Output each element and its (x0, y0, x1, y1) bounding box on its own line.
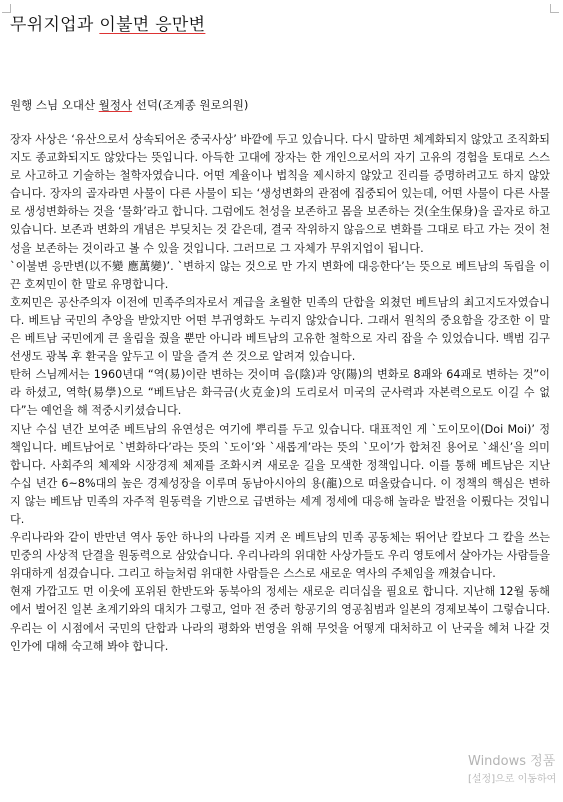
paragraph: 탄허 스님께서는 1960년대 “역(易)이란 변하는 것이며 음(陰)과 양(陽)의 변화로 8괘와 64괘로 변하는 것”이라 하셨고, 역학(易學)으로 “베트남은 화극금(火克金)의 도리로서 미국의 군사력과 자본력으로도 이길 수 없다”는 예언을 해 적중시키셨습니다. (10, 368, 550, 418)
author-part: 원행 스님 오대산 (10, 98, 96, 112)
author-part-underlined: 월정사 (98, 98, 133, 112)
paragraph: 현재 가깝고도 먼 이웃에 포위된 한반도와 동북아의 정세는 새로운 리더십을 필요로 합니다. 지난해 12월 동해에서 벌어진 일본 초계기와의 대치가 그렇고, 얼마 전 중러 항공기의 영공침범과 일본의 경제보복이 그렇습니다. 우리는 이 시점에서 국민의 단합과 나라의 평화와 번영을 위해 무엇을 어떻게 대처하고 이 난국을 헤쳐 나갈 것인가에 대해 숙고해 봐야 합니다. (10, 585, 550, 653)
paragraph: 지난 수십 년간 보여준 베트남의 유연성은 여기에 뿌리를 두고 있습니다. 대표적인 게 `도이모이(Doi Moi)’ 정책입니다. 베트남어로 `변화하다’라는 뜻의 `도이’와 `새롭게’라는 뜻의 `모이’가 합쳐진 용어로 `쇄신’을 의미합니다. 사회주의 체제와 시장경제 체제를 조화시켜 새로운 길을 모색한 정책입니다. 이를 통해 베트남은 지난 수십 년간 6~8%대의 높은 경제성장을 이루며 동남아시아의 용(龍)으로 떠올랐습니다. 이 정책의 핵심은 변하지 않는 베트남 민족의 자주적 원동력을 기반으로 급변하는 세계 정세에 대응해 놀라운 발전을 이뤘다는 것입니다. (10, 422, 550, 526)
title-part-underlined: 이불면 응만변 (99, 15, 206, 35)
paragraph: 장자 사상은 ‘유산으로서 상속되어온 중국사상’ 바깥에 두고 있습니다. 다시 말하면 체계화되지 않았고 조직화되지도 종교화되지도 않았다는 뜻입니다. 아득한 고대에 장자는 한 개인으로서의 자기 고유의 경험을 토대로 스스로 사고하고 기술하는 철학자였습니다. 어떤 계율이나 법칙을 제시하지 않았고 진리를 증명하려고도 하지 않았습니다. 장자의 골자라면 사물이 다른 사물이 되는 ‘생성변화의 관점에 집중되어 있는데, 어떤 사물이 다른 사물로 생성변화하는 것을 ‘물화’라고 합니다. 그럼에도 천성을 보존하고 몸을 보존하는 것(全生保身)을 골자로 하고 있습니다. 보존과 변화의 개념은 부딪치는 것 같은데, 결국 작위하지 않음으로 변화를 그대로 타고 가는 것이 천성을 보존하는 것이라고 볼 수 있을 것입니다. 그러므로 그 자체가 무위지업이 됩니다. (10, 133, 550, 255)
author-line (10, 97, 248, 113)
paragraph: 호찌민은 공산주의자 이전에 민족주의자로서 계급을 초월한 민족의 단합을 외쳤던 베트남의 최고지도자였습니다. 베트남 국민의 추앙을 받았지만 어떤 부귀영화도 누리지 않았습니다. 그래서 원칙의 중요함을 강조한 이 말은 베트남 국민에게 큰 울림을 줬을 뿐만 아니라 베트남의 고유한 철학으로 자리 잡을 수 있었습니다. 백범 김구 선생도 광복 후 환국을 앞두고 이 말을 즐겨 쓴 것으로 알려져 있습니다. (10, 295, 550, 364)
watermark-line: [설정]으로 이동하여 (468, 774, 557, 785)
document-title (10, 10, 555, 35)
watermark-line: Windows 정품 (468, 754, 556, 769)
paragraph: 우리나라와 같이 반만년 역사 동안 하나의 나라를 지켜 온 베트남의 민족 공동체는 뛰어난 칼보다 그 칼을 쓰는 민중의 사상적 단결을 원동력으로 삼았습니다. 우리나라의 위대한 사상가들도 우리 영토에서 살아가는 사람들을 위대하게 섬겼습니다. 그리고 하늘처럼 위대한 사람들은 스스로 새로운 역사의 주체임을 깨쳤습니다. (10, 531, 550, 581)
paragraph: `이불변 응만변(以不變 應萬變)’. `변하지 않는 것으로 만 가지 변화에 대응한다’는 뜻으로 베트남의 독립을 이끈 호찌민이 한 말로 유명합니다. (10, 259, 550, 291)
title-part: 무위지업과 (10, 15, 94, 35)
article-body (10, 131, 550, 656)
windows-activation-watermark (468, 750, 563, 785)
author-part: 선덕(조계종 원로의원) (135, 98, 249, 112)
